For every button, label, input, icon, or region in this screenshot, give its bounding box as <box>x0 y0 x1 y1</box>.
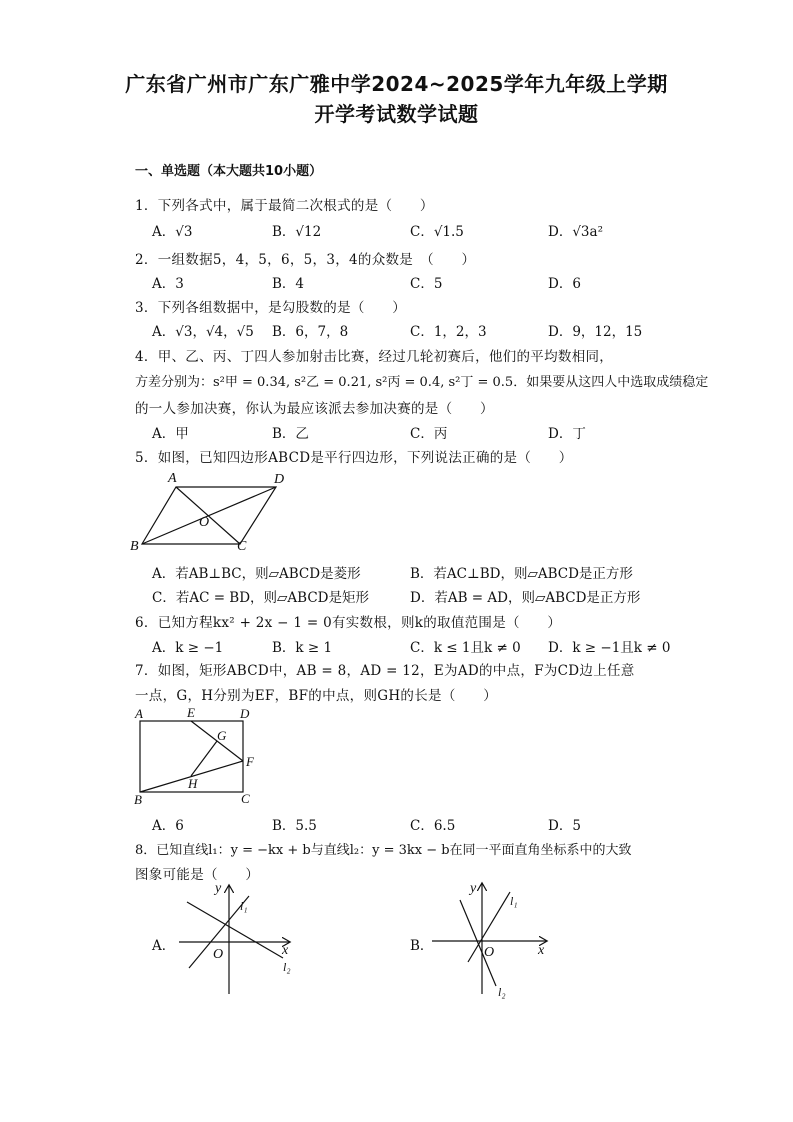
q4-stem-line1: 4．甲、乙、丙、丁四人参加射击比赛，经过几轮初赛后，他们的平均数相同， <box>135 349 614 365</box>
q8b-label-l2: l₂ <box>498 985 506 999</box>
q8a-label-y: y <box>215 881 222 896</box>
q7-option-b: B．5.5 <box>272 818 317 834</box>
q5-option-a: A．若AB⊥BC，则▱ABCD是菱形 <box>152 566 361 582</box>
q6-option-b: B．k ≥ 1 <box>272 640 333 656</box>
q8b-line-l2 <box>460 900 496 986</box>
q8b-label-origin: O <box>484 945 495 960</box>
q1-option-b: B．√12 <box>272 224 322 240</box>
q7-label-d: D <box>240 706 250 721</box>
q5-label-c: C <box>237 539 247 554</box>
q8b-label-l1: l₁ <box>510 894 518 908</box>
q2-option-b: B．4 <box>272 276 305 292</box>
q6-option-d: D．k ≥ −1且k ≠ 0 <box>548 640 671 656</box>
q8a-label-l2: l₂ <box>283 960 291 974</box>
q1-stem: 1．下列各式中，属于最简二次根式的是（ ） <box>135 198 434 214</box>
q5-option-d: D．若AB = AD，则▱ABCD是正方形 <box>410 590 641 606</box>
q4-option-d: D．丁 <box>548 426 586 442</box>
q1-option-c: C．√1.5 <box>410 224 464 240</box>
q4-option-b: B．乙 <box>272 426 309 442</box>
q4-stem-line2: 方差分别为：s²甲 = 0.34, s²乙 = 0.21, s²丙 = 0.4, s²丁 = 0.5．如果要从这四人中选取成绩稳定 <box>135 375 709 390</box>
section-heading: 一、单选题（本大题共10小题） <box>135 164 323 179</box>
q2-option-a: A．3 <box>152 276 184 292</box>
q4-option-a: A．甲 <box>152 426 189 442</box>
q1-option-a: A．√3 <box>152 224 193 240</box>
q8b-label-x: x <box>538 943 545 958</box>
q7-label-f: F <box>246 754 254 769</box>
q4-option-c: C．丙 <box>410 426 448 442</box>
q5-label-b: B <box>130 539 139 554</box>
q8b-label-y: y <box>470 881 477 896</box>
q6-option-c: C．k ≤ 1且k ≠ 0 <box>410 640 521 656</box>
q5-label-o: O <box>199 515 210 530</box>
q3-option-a: A．√3，√4，√5 <box>152 324 254 340</box>
q8-stem-line1: 8．已知直线l₁：y = −kx + b与直线l₂：y = 3kx − b在同一平面直角坐标系中的大致 <box>135 843 632 858</box>
q8a-label-origin: O <box>213 947 224 962</box>
exam-title-line2: 开学考试数学试题 <box>314 102 479 126</box>
q7-option-c: C．6.5 <box>410 818 456 834</box>
q8-stem-line2: 图象可能是（ ） <box>135 867 260 883</box>
q7-option-d: D．5 <box>548 818 581 834</box>
q8-option-a-graph <box>175 880 305 1000</box>
q2-option-c: C．5 <box>410 276 443 292</box>
q3-option-b: B．6，7，8 <box>272 324 349 340</box>
q7-option-a: A．6 <box>152 818 184 834</box>
q4-stem-line3: 的一人参加决赛，你认为最应该派去参加决赛的是（ ） <box>135 401 494 417</box>
q7-stem-line2: 一点，G，H分别为EF，BF的中点，则GH的长是（ ） <box>135 688 498 704</box>
q8a-label-l1: l₁ <box>240 899 248 913</box>
q5-parallelogram-figure <box>128 466 298 556</box>
q1-option-d: D．√3a² <box>548 224 603 240</box>
q3-option-c: C．1，2，3 <box>410 324 487 340</box>
q7-rectangle-figure <box>128 702 268 808</box>
q2-option-d: D．6 <box>548 276 581 292</box>
q8a-label-x: x <box>282 943 289 958</box>
q7-label-e: E <box>187 705 195 720</box>
q5-option-c: C．若AC = BD，则▱ABCD是矩形 <box>152 590 370 606</box>
q8-option-b-label: B． <box>410 938 434 954</box>
exam-title-line1: 广东省广州市广东广雅中学2024~2025学年九年级上学期 <box>125 72 668 96</box>
q3-option-d: D．9，12，15 <box>548 324 643 340</box>
q7-label-b: B <box>134 792 142 807</box>
q8a-line-l2 <box>187 902 283 958</box>
q3-stem: 3．下列各组数据中，是勾股数的是（ ） <box>135 300 407 316</box>
q6-stem: 6．已知方程kx² + 2x − 1 = 0有实数根，则k的取值范围是（ ） <box>135 615 562 631</box>
q7-stem-line1: 7．如图，矩形ABCD中，AB = 8，AD = 12，E为AD的中点，F为CD边上任意 <box>135 663 635 679</box>
q7-label-a: A <box>135 706 143 721</box>
q7-label-g: G <box>217 728 227 743</box>
q8-option-b-graph <box>430 880 560 1000</box>
q5-label-d: D <box>274 472 285 487</box>
q2-stem: 2．一组数据5，4，5，6，5，3，4的众数是 （ ） <box>135 252 476 268</box>
q5-label-a: A <box>168 471 177 486</box>
q7-label-c: C <box>241 791 250 806</box>
q6-option-a: A．k ≥ −1 <box>152 640 224 656</box>
q5-option-b: B．若AC⊥BD，则▱ABCD是正方形 <box>410 566 633 582</box>
q7-segment-gh <box>191 741 217 776</box>
q8-option-a-label: A． <box>152 938 176 954</box>
q7-label-h: H <box>188 776 198 791</box>
q5-stem: 5．如图，已知四边形ABCD是平行四边形，下列说法正确的是（ ） <box>135 450 573 466</box>
